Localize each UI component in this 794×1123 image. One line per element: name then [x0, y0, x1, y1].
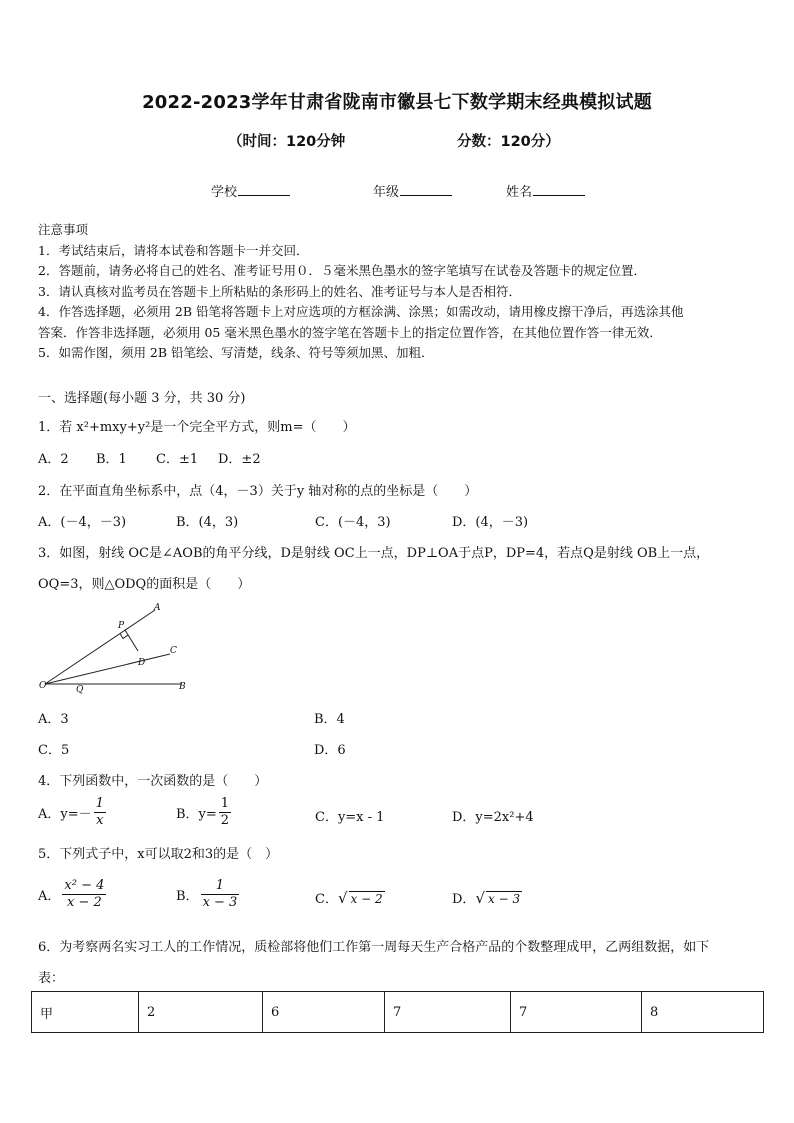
q5-b-num: 1 — [201, 878, 240, 895]
q3-stem-line2: OQ=3，则△ODQ的面积是（ ） — [38, 577, 251, 592]
q1-option-b: B．1 — [96, 452, 127, 467]
q5-a-prefix: A． — [38, 889, 61, 904]
grade-field — [373, 181, 452, 200]
q5-c-prefix: C． — [315, 892, 338, 907]
q5-a-num: x² − 4 — [64, 878, 105, 893]
grade-label: 年级 — [373, 185, 400, 200]
note-item: 5．如需作图，须用 2B 铅笔绘、写清楚，线条、符号等须加黑、加粗． — [38, 345, 434, 360]
q4-option-c: C．y=x - 1 — [315, 810, 385, 825]
right-angle-mark — [120, 634, 128, 639]
score-label: 分数：120分） — [457, 134, 560, 150]
segment-dp — [125, 630, 138, 651]
q6-stem-line1: 6．为考察两名实习工人的工作情况，质检部将他们工作第一周每天生产合格产品的个数整理成甲，乙两组数据，如下 — [38, 940, 710, 955]
q2-stem: 2．在平面直角坐标系中，点（4，－3）关于y 轴对称的点的坐标是（ ） — [38, 484, 478, 499]
notes-block — [38, 220, 758, 364]
q5-b-prefix: B． — [176, 889, 199, 904]
q3-option-d: D．6 — [314, 743, 346, 758]
note-item: 2．答题前，请务必将自己的姓名、准考证号用０．５毫米黑色墨水的签字笔填写在试卷及答题卡的规定位置． — [38, 263, 646, 278]
q1-stem: 1．若 x²+mxy+y²是一个完全平方式，则m=（ ） — [38, 420, 356, 435]
q1-option-a: A．2 — [38, 452, 69, 467]
table-cell: 6 — [263, 992, 385, 1033]
table-cell: 2 — [139, 992, 263, 1033]
label-d: D — [138, 658, 146, 668]
label-q: Q — [76, 685, 84, 695]
q6-data-table — [31, 991, 764, 1033]
q4-option-d: D．y=2x²+4 — [452, 810, 534, 825]
q4-option-a — [38, 796, 108, 829]
q4-b-den: 2 — [220, 813, 230, 828]
q4-b-num: 1 — [220, 796, 230, 811]
q2-option-c: C．(－4，3) — [315, 515, 391, 530]
q5-b-fraction — [201, 878, 240, 911]
q3-option-a: A．3 — [38, 712, 69, 727]
table-cell: 甲 — [32, 992, 139, 1033]
label-p: P — [118, 621, 125, 631]
name-field — [506, 181, 585, 200]
section-heading: 一、选择题(每小题 3 分，共 30 分) — [38, 391, 246, 406]
table-cell: 7 — [385, 992, 511, 1033]
q5-b-den: x − 3 — [202, 895, 238, 910]
time-label: （时间：120分钟 — [228, 134, 346, 150]
q5-stem: 5．下列式子中，x可以取2和3的是（ ） — [38, 847, 279, 862]
q4-a-den: x — [96, 813, 104, 828]
q2-option-d: D．(4，－3) — [452, 515, 529, 530]
q5-option-c — [315, 888, 385, 907]
q5-c-radicand: x − 2 — [350, 892, 383, 906]
notes-heading: 注意事项 — [38, 222, 89, 237]
q5-option-a — [38, 878, 108, 911]
q4-stem: 4．下列函数中，一次函数的是（ ） — [38, 774, 268, 789]
q1-option-d: D．±2 — [218, 452, 261, 467]
sqrt-icon: √ — [337, 889, 348, 907]
q1-option-c: C．±1 — [156, 452, 199, 467]
note-item: 答案．作答非选择题，必须用 05 毫米黑色墨水的签字笔在答题卡上的指定位置作答，在其他位置作答一律无效． — [38, 324, 662, 340]
school-field — [211, 181, 290, 200]
q5-option-d — [452, 888, 522, 907]
q4-option-b — [176, 796, 233, 829]
school-label: 学校 — [211, 185, 238, 200]
page-title: 2022-2023学年甘肃省陇南市徽县七下数学期末经典模拟试题 — [142, 92, 652, 113]
q2-option-b: B．(4，3) — [176, 515, 239, 530]
q3-figure — [34, 600, 194, 696]
q4-b-prefix: B．y= — [176, 807, 217, 822]
q5-a-fraction — [62, 878, 106, 911]
q5-d-prefix: D． — [452, 892, 476, 907]
q4-a-prefix: A．y=－ — [38, 807, 92, 822]
sqrt-icon: √ — [475, 889, 485, 907]
q3-option-b: B．4 — [314, 712, 345, 727]
note-item: 4．作答选择题，必须用 2B 铅笔将答题卡上对应选项的方框涂满、涂黑；如需改动，请用橡皮擦干净后，再选涂其他 — [38, 304, 684, 319]
table-row — [32, 992, 764, 1033]
q6-stem-line2: 表： — [38, 971, 65, 986]
label-c: C — [170, 646, 177, 656]
q3-stem-line1: 3．如图，射线 OC是∠AOB的角平分线，D是射线 OC上一点，DP⊥OA于点P，DP=4，若点Q是射线 OB上一点， — [38, 546, 710, 561]
school-blank — [238, 182, 290, 196]
table-cell: 7 — [511, 992, 642, 1033]
name-label: 姓名 — [506, 185, 533, 200]
ray-oc — [45, 654, 170, 684]
q2-option-a: A．(－4，－3) — [38, 515, 127, 530]
q3-option-c: C．5 — [38, 743, 70, 758]
q4-b-fraction — [219, 796, 231, 829]
label-o: O — [39, 681, 47, 691]
q5-d-radicand: x − 3 — [488, 892, 521, 906]
grade-blank — [400, 182, 452, 196]
label-a: A — [154, 603, 161, 613]
q4-a-fraction — [94, 796, 106, 829]
q5-a-den: x − 2 — [67, 895, 102, 910]
note-item: 1．考试结束后，请将本试卷和答题卡一并交回． — [38, 242, 309, 258]
ray-oa — [45, 610, 155, 684]
table-cell: 8 — [642, 992, 764, 1033]
q5-option-b — [176, 878, 241, 911]
label-b: B — [179, 682, 186, 692]
note-item: 3．请认真核对监考员在答题卡上所粘贴的条形码上的姓名、准考证号与本人是否相符． — [38, 283, 521, 299]
name-blank — [533, 182, 585, 196]
q4-a-num: 1 — [95, 796, 104, 811]
